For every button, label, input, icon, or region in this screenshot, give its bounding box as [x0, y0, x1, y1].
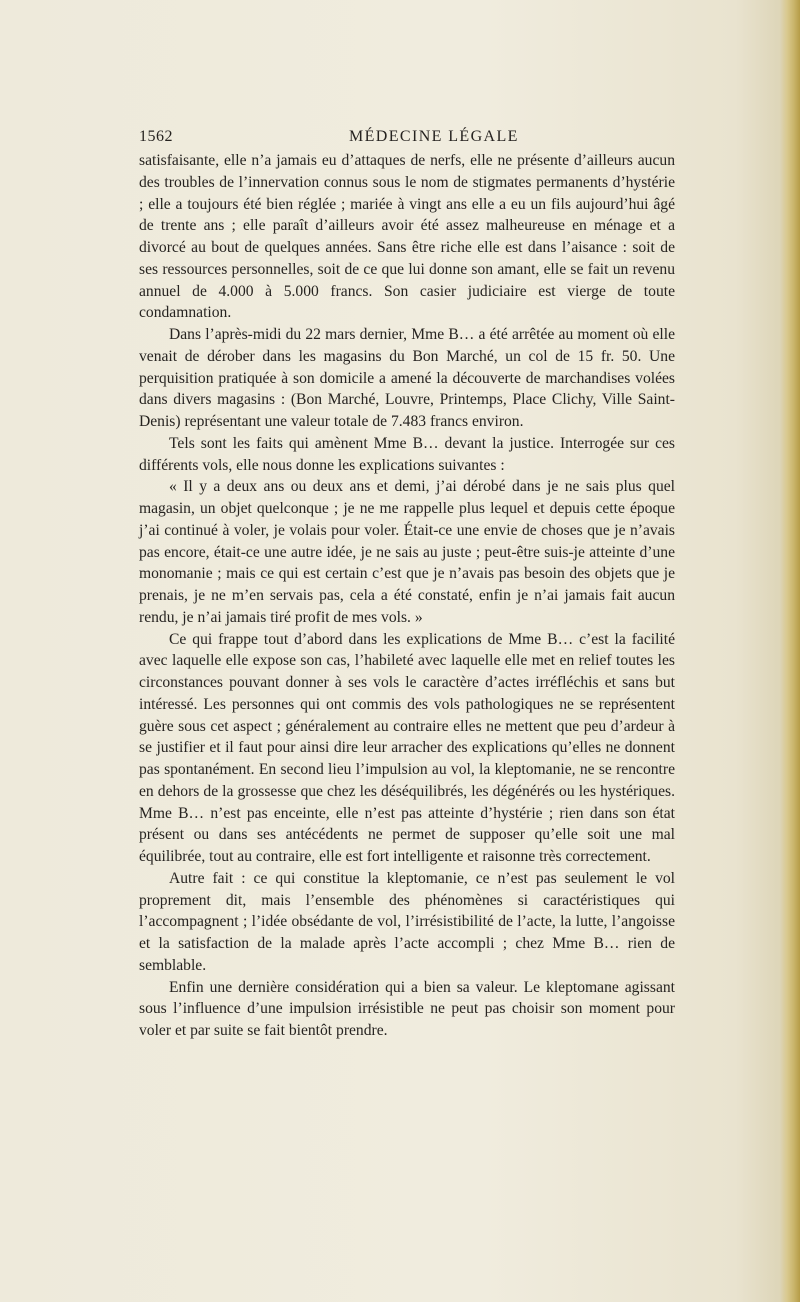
body-text — [139, 150, 675, 1042]
paragraph-2: Dans l’après-midi du 22 mars dernier, Mme B… a été arrêtée au moment où elle venait de dérober dans les magasins du Bon Marché, un col de 15 fr. 50. Une perquisition pratiquée à son domicile a amené la découverte de marchandises volées dans divers magasins : (Bon Marché, Louvre, Printemps, Place Clichy, Ville Saint-Denis) représentant une valeur totale de 7.483 francs environ. — [139, 326, 675, 430]
paragraph-6: Autre fait : ce qui constitue la kleptomanie, ce n’est pas seulement le vol proprement dit, mais l’ensemble des phénomènes si caractéristiques qui l’accompagnent ; l’idée obsédante de vol, l’irrésistibilité de l’acte, la lutte, l’angoisse et la satisfaction de la malade après l’acte accompli ; chez Mme B… rien de semblable. — [139, 869, 675, 974]
paragraph-5: Ce qui frappe tout d’abord dans les explications de Mme B… c’est la facilité avec laquelle elle expose son cas, l’habileté avec laquelle elle met en relief toutes les circonstances pouvant donner à ses vols le caractère d’actes irréfléchis et sans but intéressé. Les personnes qui ont commis des vols pathologiques ne se représentent guère sous cet aspect ; généralement au contraire elles ne mettent que peu d’ardeur à se justifier et il faut pour ainsi dire leur arracher des explications qu’elles ne donnent pas spontanément. En second lieu l’impulsion au vol, la kleptomanie, ne se rencontre en dehors de la grossesse que chez les déséquilibrés, les dégénérés ou les hystériques. Mme B… n’est pas enceinte, elle n’est pas atteinte d’hystérie ; rien dans son état présent ou dans ses antécédents ne permet de supposer qu’elle soit une mal équilibrée, tout au contraire, elle est fort intelligente et raisonne très correctement. — [139, 630, 675, 865]
running-title: MÉDECINE LÉGALE — [349, 128, 519, 145]
paragraph-1: satisfaisante, elle n’a jamais eu d’attaques de nerfs, elle ne présente d’ailleurs aucun des troubles de l’innervation connus sous le nom de stigmates permanents d’hystérie ; elle a toujours été bien réglée ; mariée à vingt ans elle a eu un fils aujourd’hui âgé de trente ans ; elle paraît d’ailleurs avoir été assez malheureuse en ménage et a divorcé au bout de quelques années. Sans être riche elle est dans l’aisance : soit de ses ressources personnelles, soit de ce que lui donne son amant, elle se fait un revenu annuel de 4.000 à 5.000 francs. Son casier judiciaire est vierge de toute condamnation. — [139, 152, 675, 322]
paragraph-7: Enfin une dernière considération qui a bien sa valeur. Le kleptomane agissant sous l’influence d’une impulsion irrésistible ne peut pas choisir son moment pour voler et par suite se fait bientôt prendre. — [139, 978, 675, 1039]
quote-paragraph: « Il y a deux ans ou deux ans et demi, j’ai dérobé dans je ne sais plus quel magasin, un objet quelconque ; je ne me rappelle plus lequel et depuis cette époque j’ai continué à voler, je volais pour voler. Était-ce une envie de choses que je n’avais pas encore, était-ce une autre idée, je ne sais au juste ; peut-être suis-je atteinte d’une monomanie ; mais ce qui est certain c’est que je n’avais pas besoin des objets que je prenais, je ne m’en servais pas, cela a été constaté, enfin je n’ai jamais fait aucun rendu, je n’ai jamais tiré profit de mes vols. » — [139, 478, 675, 626]
page-number: 1562 — [139, 128, 173, 145]
page-edge-shadow — [780, 0, 800, 1302]
page-header — [139, 128, 679, 150]
paragraph-3: Tels sont les faits qui amènent Mme B… devant la justice. Interrogée sur ces différents vols, elle nous donne les explications suivantes : — [139, 434, 675, 474]
